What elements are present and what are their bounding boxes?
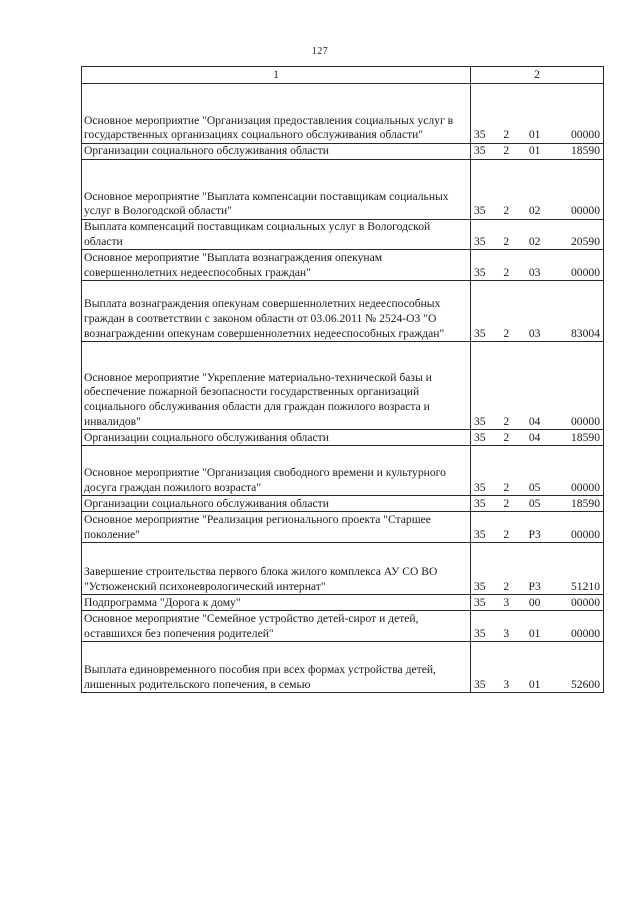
code-program: 35: [474, 480, 486, 494]
row-name: Основное мероприятие "Реализация регионального проекта "Старшее поколение": [82, 512, 471, 543]
row-code: [471, 512, 604, 543]
code-direction: 20590: [571, 234, 600, 248]
code-direction: 00000: [571, 128, 600, 142]
row-code: [471, 84, 604, 144]
row-code: [471, 342, 604, 430]
code-direction: 00000: [571, 480, 600, 494]
code-subprogram: 2: [503, 430, 510, 444]
code-activity: 02: [528, 234, 541, 248]
row-name: Выплата компенсаций поставщикам социальных услуг в Вологодской области: [82, 220, 471, 250]
code-program: 35: [474, 595, 486, 609]
code-subprogram: 2: [503, 144, 510, 158]
code-segments: [474, 327, 600, 342]
code-segments: [474, 596, 600, 611]
code-activity: 00: [528, 595, 541, 609]
row-code: [471, 430, 604, 446]
code-activity: 02: [528, 204, 541, 218]
row-name: Организации социального обслуживания области: [82, 496, 471, 512]
row-name: Основное мероприятие "Организация предоставления социальных услуг в государственных организациях социального обслуживания области": [82, 84, 471, 144]
code-direction: 00000: [571, 414, 600, 428]
code-subprogram: 2: [503, 414, 510, 428]
column-header-2: 2: [471, 67, 604, 84]
code-program: 35: [474, 579, 486, 593]
code-subprogram: 2: [503, 480, 510, 494]
row-name: Организации социального обслуживания области: [82, 144, 471, 160]
table-header-row: [82, 67, 604, 84]
code-direction: 18590: [571, 430, 600, 444]
code-direction: 00000: [571, 204, 600, 218]
code-subprogram: 2: [503, 265, 510, 279]
code-subprogram: 2: [503, 326, 510, 340]
code-activity: Р3: [528, 527, 541, 541]
code-activity: 01: [528, 144, 541, 158]
code-subprogram: 3: [503, 677, 510, 691]
code-subprogram: 2: [503, 204, 510, 218]
code-program: 35: [474, 326, 486, 340]
table-row: [82, 281, 604, 342]
code-segments: [474, 580, 600, 595]
code-direction: 00000: [571, 527, 600, 541]
code-subprogram: 3: [503, 595, 510, 609]
code-activity: 01: [528, 677, 541, 691]
code-program: 35: [474, 677, 486, 691]
code-program: 35: [474, 626, 486, 640]
code-direction: 52600: [571, 677, 600, 691]
code-program: 35: [474, 414, 486, 428]
row-code: [471, 543, 604, 595]
code-direction: 51210: [571, 579, 600, 593]
table-row: [82, 160, 604, 220]
code-subprogram: 3: [503, 626, 510, 640]
code-segments: [474, 497, 600, 512]
code-segments: [474, 144, 600, 159]
row-name: Основное мероприятие "Семейное устройство детей-сирот и детей, оставшихся без попечения родителей": [82, 611, 471, 642]
code-segments: [474, 266, 600, 281]
row-code: [471, 611, 604, 642]
code-activity: 01: [528, 128, 541, 142]
table-row: [82, 512, 604, 543]
table-row: [82, 84, 604, 144]
code-segments: [474, 627, 600, 642]
code-activity: 01: [528, 626, 541, 640]
code-segments: [474, 431, 600, 446]
row-name: Завершение строительства первого блока жилого комплекса АУ СО ВО "Устюженский психоневрологический интернат": [82, 543, 471, 595]
row-name: Организации социального обслуживания области: [82, 430, 471, 446]
table-row: [82, 342, 604, 430]
code-segments: [474, 678, 600, 693]
table-row: [82, 250, 604, 281]
table-row: [82, 611, 604, 642]
code-activity: 03: [528, 265, 541, 279]
column-header-1: 1: [82, 67, 471, 84]
row-code: [471, 281, 604, 342]
row-name: Основное мероприятие "Выплата компенсации поставщикам социальных услуг в Вологодской области": [82, 160, 471, 220]
code-direction: 83004: [571, 326, 600, 340]
row-code: [471, 446, 604, 496]
code-direction: 00000: [571, 626, 600, 640]
table-row: [82, 430, 604, 446]
code-activity: 04: [528, 430, 541, 444]
code-program: 35: [474, 128, 486, 142]
code-activity: Р3: [528, 579, 541, 593]
code-segments: [474, 481, 600, 496]
table-row: [82, 220, 604, 250]
row-name: Основное мероприятие "Организация свободного времени и культурного досуга граждан пожилого возраста": [82, 446, 471, 496]
code-direction: 00000: [571, 265, 600, 279]
code-program: 35: [474, 144, 486, 158]
code-activity: 03: [528, 326, 541, 340]
code-subprogram: 2: [503, 496, 510, 510]
code-direction: 18590: [571, 144, 600, 158]
code-activity: 05: [528, 480, 541, 494]
code-subprogram: 2: [503, 128, 510, 142]
row-name: Основное мероприятие "Выплата вознаграждения опекунам совершеннолетних недееспособных граждан": [82, 250, 471, 281]
code-program: 35: [474, 234, 486, 248]
code-program: 35: [474, 204, 486, 218]
code-subprogram: 2: [503, 527, 510, 541]
code-subprogram: 2: [503, 579, 510, 593]
budget-classification-table: [81, 66, 604, 693]
row-name: Подпрограмма "Дорога к дому": [82, 595, 471, 611]
code-program: 35: [474, 496, 486, 510]
code-subprogram: 2: [503, 234, 510, 248]
code-activity: 04: [528, 414, 541, 428]
table-body: [82, 84, 604, 693]
code-segments: [474, 528, 600, 543]
table-row: [82, 144, 604, 160]
table-row: [82, 595, 604, 611]
row-code: [471, 250, 604, 281]
row-code: [471, 496, 604, 512]
table-row: [82, 446, 604, 496]
code-direction: 00000: [571, 595, 600, 609]
code-direction: 18590: [571, 496, 600, 510]
row-name: Основное мероприятие "Укрепление материально-технической базы и обеспечение пожарной безопасности государственных организаций социального обслуживания области для граждан пожилого возраста и инвалидов": [82, 342, 471, 430]
code-activity: 05: [528, 496, 541, 510]
table-row: [82, 543, 604, 595]
row-code: [471, 160, 604, 220]
row-code: [471, 642, 604, 693]
row-code: [471, 144, 604, 160]
row-code: [471, 595, 604, 611]
code-segments: [474, 128, 600, 143]
code-program: 35: [474, 527, 486, 541]
row-code: [471, 220, 604, 250]
code-segments: [474, 235, 600, 250]
row-name: Выплата вознаграждения опекунам совершеннолетних недееспособных граждан в соответствии с законом области от 03.06.2011 № 2524-ОЗ "О вознаграждении опекунам совершеннолетних недееспособных граждан": [82, 281, 471, 342]
code-program: 35: [474, 265, 486, 279]
table-row: [82, 642, 604, 693]
code-segments: [474, 415, 600, 430]
code-program: 35: [474, 430, 486, 444]
code-segments: [474, 204, 600, 219]
page-number: 127: [311, 46, 329, 57]
table-row: [82, 496, 604, 512]
row-name: Выплата единовременного пособия при всех формах устройства детей, лишенных родительского попечения, в семью: [82, 642, 471, 693]
